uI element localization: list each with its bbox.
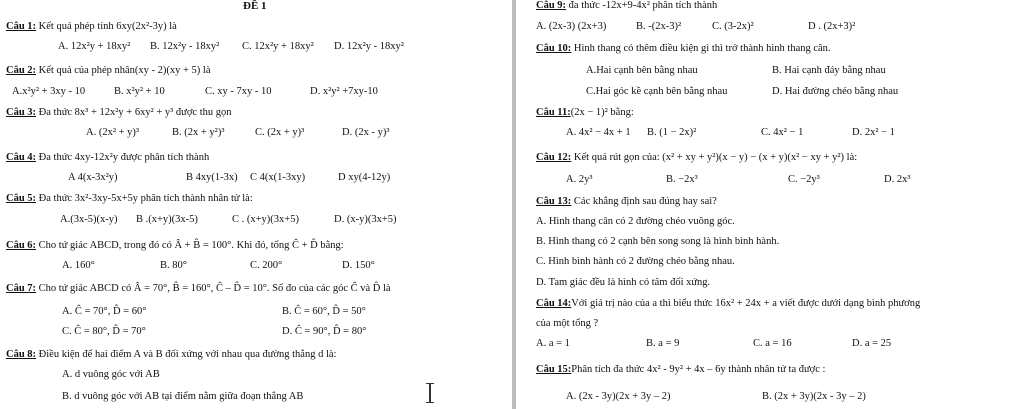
question-label: Câu 11: xyxy=(536,107,571,118)
question-label: Câu 13: xyxy=(536,196,572,207)
answer-option: A. (2x-3) (2x+3) xyxy=(536,21,607,32)
answer-option: C. a = 16 xyxy=(753,338,792,349)
question-text: Điều kiện để hai điểm A và B đối xứng với nhau qua đường thẳng d là: xyxy=(38,349,337,360)
answer-option: C. xy - 7xy - 10 xyxy=(205,86,272,97)
question-text: Đa thức 3x²-3xy-5x+5y phân tích thành nhân tử là: xyxy=(38,193,253,204)
answer-option: B. Hai cạnh đáy bằng nhau xyxy=(772,65,886,76)
answer-option: C. (2x + y)³ xyxy=(255,127,305,138)
answer-option: C. −2y³ xyxy=(788,174,820,185)
answer-option: A. Hình thang cân có 2 đường chéo vuông góc. xyxy=(536,216,735,227)
answer-option: D. 150° xyxy=(342,260,375,271)
question-12 xyxy=(536,152,857,164)
question-text: Đa thức 8x³ + 12x²y + 6xy² + y³ được thu gọn xyxy=(38,107,232,118)
question-text-continued: của một tổng ? xyxy=(536,318,599,329)
answer-option: B 4xy(1-3x) xyxy=(186,172,238,183)
answer-option: A.(3x-5)(x-y) xyxy=(60,214,118,225)
answer-option: C.Hai góc kề cạnh bên bằng nhau xyxy=(586,86,728,97)
answer-option: B .(x+y)(3x-5) xyxy=(136,214,198,225)
answer-option: B. (1 − 2x)² xyxy=(647,127,697,138)
question-label: Câu 12: xyxy=(536,152,572,163)
question-text: Cho tứ giác ABCD, trong đó có Â + B̂ = 100°. Khi đó, tổng Ĉ + D̂ bằng: xyxy=(38,240,344,251)
answer-option: C. (3-2x)² xyxy=(712,21,754,32)
answer-option: C. Ĉ = 80°, D̂ = 70° xyxy=(62,326,146,337)
question-label: Câu 2: xyxy=(6,65,37,76)
question-text: Đa thức 4xy-12x²y được phân tích thành xyxy=(38,152,210,163)
answer-option: B. (2x + y²)³ xyxy=(172,127,225,138)
question-label: Câu 5: xyxy=(6,193,37,204)
answer-option: D. 2x³ xyxy=(884,174,911,185)
question-text: Kết quả của phép nhân(xy - 2)(xy + 5) là xyxy=(38,65,211,76)
question-label: Câu 4: xyxy=(6,152,37,163)
answer-option: A. 160° xyxy=(62,260,95,271)
question-text: Hình thang có thêm điều kiện gì thì trở thành hình thang cân. xyxy=(573,43,831,54)
answer-option: A. 12x²y + 18xy² xyxy=(58,41,131,52)
question-5 xyxy=(6,193,253,205)
answer-option: A. Ĉ = 70°, D̂ = 60° xyxy=(62,306,147,317)
answer-option: A 4(x-3x²y) xyxy=(68,172,118,183)
answer-option: A. 2y³ xyxy=(566,174,593,185)
answer-option: C. Hình bình hành có 2 đường chéo bằng nhau. xyxy=(536,256,735,267)
question-text: Các khẳng định sau đúng hay sai? xyxy=(573,196,717,207)
answer-option: C . (x+y)(3x+5) xyxy=(232,214,299,225)
question-11 xyxy=(536,107,634,119)
answer-option: C. 12x²y + 18xy² xyxy=(242,41,314,52)
answer-option: D. x²y² +7xy-10 xyxy=(310,86,378,97)
question-label: Câu 3: xyxy=(6,107,37,118)
page-title: ĐỀ 1 xyxy=(243,0,267,12)
text-cursor-icon xyxy=(426,383,434,403)
question-label: Câu 9: xyxy=(536,0,567,11)
answer-option: B. (2x + 3y)(2x - 3y – 2) xyxy=(762,391,866,402)
question-1 xyxy=(6,21,177,33)
question-text: Cho tứ giác ABCD có Â = 70°, B̂ = 160°, Ĉ – D̂ = 10°. Số đo của các góc Ĉ và D̂ là xyxy=(38,283,391,294)
question-7 xyxy=(6,283,391,295)
answer-option: B. −2x³ xyxy=(666,174,698,185)
answer-option: B. d vuông góc với AB tại điểm nằm giữa đoạn thẳng AB xyxy=(62,391,304,402)
answer-option: A. d vuông góc với AB xyxy=(62,369,160,380)
question-13 xyxy=(536,196,717,208)
worksheet-right-page xyxy=(516,0,1024,409)
answer-option: A.Hai cạnh bên bằng nhau xyxy=(586,65,698,76)
question-text: Kết quả phép tính 6xy(2x²-3y) là xyxy=(38,21,177,32)
question-6 xyxy=(6,240,344,252)
question-label: Câu 8: xyxy=(6,349,37,360)
answer-option: B. 80° xyxy=(160,260,187,271)
question-label: Câu 6: xyxy=(6,240,37,251)
question-15 xyxy=(536,364,825,376)
question-text: (2x − 1)² bằng: xyxy=(570,107,634,118)
question-4 xyxy=(6,152,209,164)
question-label: Câu 7: xyxy=(6,283,37,294)
answer-option: D. (2x - y)³ xyxy=(342,127,390,138)
question-9 xyxy=(536,0,717,12)
answer-option: A. a = 1 xyxy=(536,338,570,349)
answer-option: D . (2x+3)² xyxy=(808,21,856,32)
answer-option: D. (x-y)(3x+5) xyxy=(334,214,397,225)
answer-option: C 4(x(1-3xy) xyxy=(250,172,306,183)
question-text: Phân tích đa thức 4x² - 9y² + 4x – 6y thành nhân tử ta được : xyxy=(571,364,826,375)
question-label: Câu 1: xyxy=(6,21,37,32)
answer-option: B. 12x²y - 18xy² xyxy=(150,41,220,52)
answer-option: D. Hai đường chéo bằng nhau xyxy=(772,86,899,97)
answer-option: A.x²y² + 3xy - 10 xyxy=(12,86,86,97)
answer-option: D. 2x² − 1 xyxy=(852,127,895,138)
question-14 xyxy=(536,298,920,310)
answer-option: D. Tam giác đều là hình có tâm đối xứng. xyxy=(536,277,711,288)
answer-option: B. x²y² + 10 xyxy=(114,86,165,97)
answer-option: A. 4x² − 4x + 1 xyxy=(566,127,631,138)
question-3 xyxy=(6,107,232,119)
question-label: Câu 10: xyxy=(536,43,572,54)
answer-option: D. a = 25 xyxy=(852,338,892,349)
answer-option: A. (2x - 3y)(2x + 3y – 2) xyxy=(566,391,671,402)
question-label: Câu 15: xyxy=(536,364,572,375)
question-10 xyxy=(536,43,831,55)
question-text: đa thức -12x+9-4x² phân tích thành xyxy=(568,0,718,11)
question-8 xyxy=(6,349,336,361)
question-text: Kết quả rút gọn của: (x² + xy + y²)(x − y) − (x + y)(x² − xy + y²) là: xyxy=(573,152,858,163)
question-2 xyxy=(6,65,211,77)
answer-option: D. Ĉ = 90°, D̂ = 80° xyxy=(282,326,367,337)
answer-option: B. -(2x-3)² xyxy=(636,21,682,32)
answer-option: D. 12x²y - 18xy² xyxy=(334,41,404,52)
answer-option: B. Hình thang có 2 cạnh bên song song là hình bình hành. xyxy=(536,236,780,247)
answer-option: B. a = 9 xyxy=(646,338,680,349)
answer-option: C. 4x² − 1 xyxy=(761,127,804,138)
answer-option: B. Ĉ = 60°, D̂ = 50° xyxy=(282,306,366,317)
question-label: Câu 14: xyxy=(536,298,572,309)
question-text: Với giá trị nào của a thì biểu thức 16x² + 24x + a viết được dưới dạng bình phương xyxy=(571,298,921,309)
answer-option: C. 200° xyxy=(250,260,283,271)
answer-option: A. (2x² + y)³ xyxy=(86,127,140,138)
answer-option: D xy(4-12y) xyxy=(338,172,391,183)
